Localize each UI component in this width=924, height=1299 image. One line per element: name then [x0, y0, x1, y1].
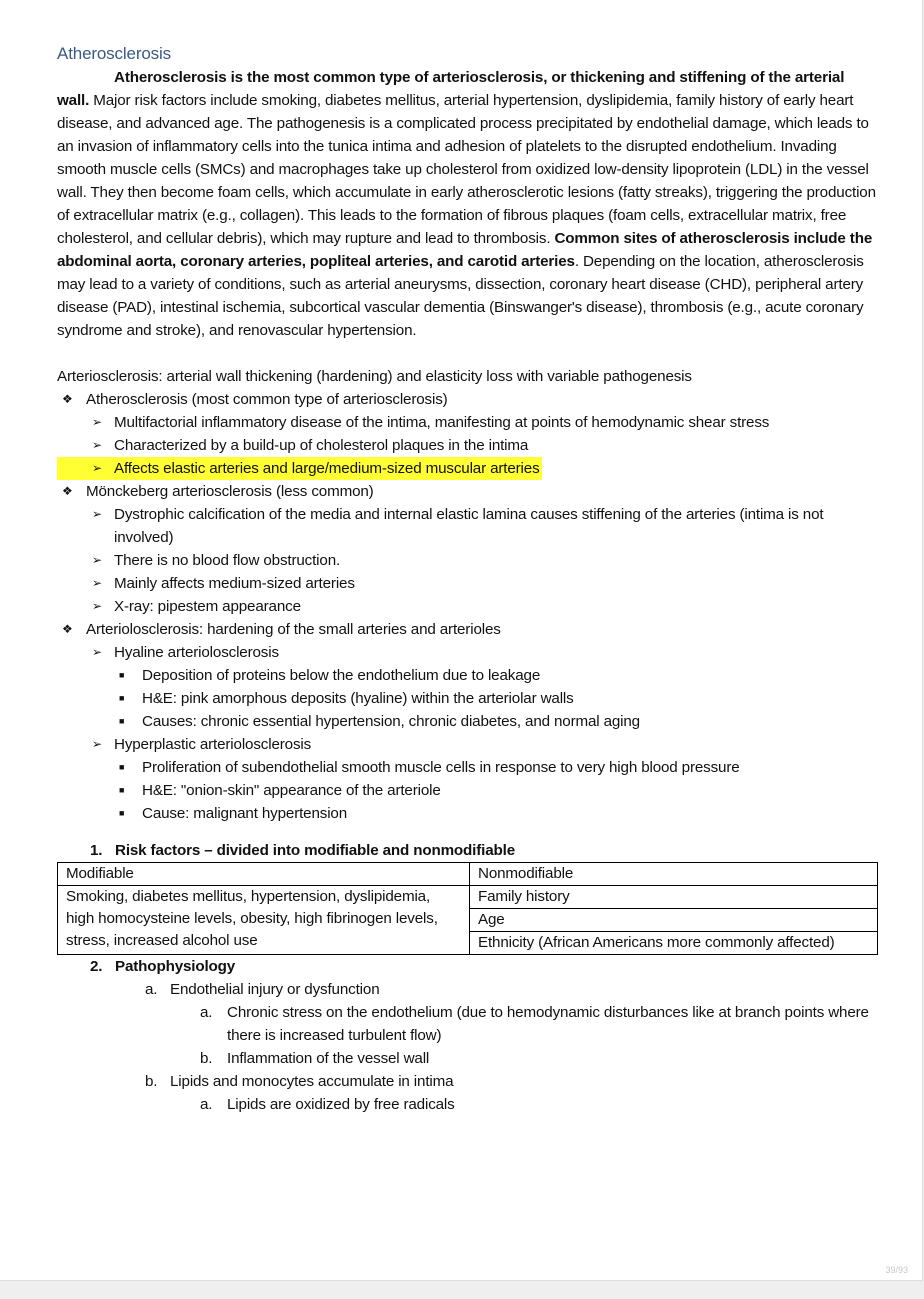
outline-item-text: Multifactorial inflammatory disease of the intima, manifesting at points of hemodynamic shear stress: [114, 414, 770, 431]
square-bullet-icon: ■: [119, 670, 125, 680]
arrow-bullet-icon: ➢: [92, 461, 102, 475]
arrow-bullet-icon: ➢: [92, 576, 102, 590]
item-text: Chronic stress on the endothelium (due to hemodynamic disturbances like at branch points where there is increased turbulent flow): [227, 1004, 869, 1044]
arrow-bullet-icon: ➢: [92, 415, 102, 429]
nonmodifiable-item: Family history: [478, 888, 570, 905]
outline-item-text: Proliferation of subendothelial smooth muscle cells in response to very high blood pressure: [142, 759, 740, 776]
item-text: Endothelial injury or dysfunction: [170, 981, 380, 998]
outline-item-text: Hyaline arteriolosclerosis: [114, 644, 279, 661]
diamond-bullet-icon: ❖: [62, 392, 73, 406]
arrow-bullet-icon: ➢: [92, 438, 102, 452]
table-row: [58, 886, 878, 955]
outline-item: [57, 572, 879, 595]
section-title: Pathophysiology: [115, 958, 236, 975]
item-label: b.: [200, 1050, 213, 1067]
outline-item: [57, 664, 879, 687]
page-content: [57, 42, 879, 1116]
diamond-bullet-icon: ❖: [62, 484, 73, 498]
arrow-bullet-icon: ➢: [92, 599, 102, 613]
item-label: a.: [145, 981, 158, 998]
nonmodifiable-item: Age: [470, 908, 877, 931]
arrow-bullet-icon: ➢: [92, 645, 102, 659]
risk-factors-table: [57, 862, 878, 955]
pathophysiology-item: [57, 1001, 879, 1047]
outline-item-text: Dystrophic calcification of the media and internal elastic lamina causes stiffening of the arteries (intima is not involved): [114, 506, 824, 546]
outline-item-text: Affects elastic arteries and large/medium-sized muscular arteries: [114, 460, 540, 477]
outline-item-text: Cause: malignant hypertension: [142, 805, 348, 822]
table-header-cell: Nonmodifiable: [470, 863, 878, 886]
intro-paragraph: [57, 66, 879, 342]
intro-bold-2: Common sites of atherosclerosis include the abdominal aorta, coronary arteries, popliteal arteries, and carotid arteries: [57, 230, 873, 270]
outline-item-text: X-ray: pipestem appearance: [114, 598, 301, 615]
outline-item-text: Deposition of proteins below the endothelium due to leakage: [142, 667, 541, 684]
arrow-bullet-icon: ➢: [92, 553, 102, 567]
outline-item: [57, 595, 879, 618]
intro-bold-1: Atherosclerosis is the most common type of arteriosclerosis, or thickening and stiffening of the arterial wall.: [57, 69, 845, 109]
item-text: Inflammation of the vessel wall: [227, 1050, 430, 1067]
outline-item: [57, 434, 879, 457]
outline-item-text: Causes: chronic essential hypertension, chronic diabetes, and normal aging: [142, 713, 640, 730]
outline-item: [57, 710, 879, 733]
definition-line: Arteriosclerosis: arterial wall thickening (hardening) and elasticity loss with variable pathogenesis: [57, 368, 692, 385]
page-number: 39/93: [885, 1265, 908, 1275]
square-bullet-icon: ■: [119, 808, 125, 818]
outline-item-text: Characterized by a build-up of cholesterol plaques in the intima: [114, 437, 529, 454]
arrow-bullet-icon: ➢: [92, 507, 102, 521]
outline-item: [57, 480, 879, 503]
outline-item: [57, 641, 879, 664]
table-cell-modifiable: Smoking, diabetes mellitus, hypertension, dyslipidemia, high homocysteine levels, obesity, high fibrinogen levels, stress, increased alcohol use: [58, 886, 470, 955]
pathophysiology-item: [57, 1070, 879, 1093]
square-bullet-icon: ■: [119, 716, 125, 726]
outline-item: [57, 388, 879, 411]
pathophysiology-list: [57, 978, 879, 1116]
table-header-row: [58, 863, 878, 886]
square-bullet-icon: ■: [119, 785, 125, 795]
outline-item: [57, 779, 879, 802]
pathophysiology-item: [57, 1093, 879, 1116]
item-label: a.: [200, 1096, 213, 1113]
pathophysiology-item: [57, 978, 879, 1001]
outline-item: [57, 549, 879, 572]
outline-item-text: Mönckeberg arteriosclerosis (less common): [86, 483, 374, 500]
section-title: Risk factors – divided into modifiable and nonmodifiable: [115, 842, 516, 859]
pathophysiology-item: [57, 1047, 879, 1070]
outline-item-text: There is no blood flow obstruction.: [114, 552, 341, 569]
outline-item: [57, 618, 879, 641]
outline-item: [57, 733, 879, 756]
section-heading: Atherosclerosis: [57, 44, 171, 63]
outline-item: [57, 756, 879, 779]
section-number: 1.: [90, 842, 103, 859]
square-bullet-icon: ■: [119, 762, 125, 772]
square-bullet-icon: ■: [119, 693, 125, 703]
outline-item-text: Mainly affects medium-sized arteries: [114, 575, 355, 592]
section-2-heading: [57, 955, 879, 978]
diamond-bullet-icon: ❖: [62, 622, 73, 636]
nonmodifiable-item: Ethnicity (African Americans more commonly affected): [470, 931, 877, 954]
outline-item: [57, 687, 879, 710]
outline-item: [57, 802, 879, 825]
intro-text-2: . Depending on the location, atherosclerosis may lead to a variety of conditions, such as arterial aneurysms, dissection, coronary heart disease (CHD), peripheral artery disease (PAD), intestinal ischemia, subcortical vascular dementia (Binswanger's disease), thrombosis (e.g., acute coronary syndrome and stroke), and renovascular hypertension.: [57, 253, 864, 339]
outline-item-text: H&E: "onion-skin" appearance of the arteriole: [142, 782, 441, 799]
outline-item-text: Hyperplastic arteriolosclerosis: [114, 736, 312, 753]
outline-item: [57, 503, 879, 549]
arrow-bullet-icon: ➢: [92, 737, 102, 751]
item-text: Lipids and monocytes accumulate in intima: [170, 1073, 454, 1090]
item-text: Lipids are oxidized by free radicals: [227, 1096, 455, 1113]
outline-item-text: H&E: pink amorphous deposits (hyaline) within the arteriolar walls: [142, 690, 574, 707]
outline-item: [57, 411, 879, 434]
item-label: a.: [200, 1004, 213, 1021]
outline-item: [57, 457, 542, 480]
table-header-cell: Modifiable: [58, 863, 470, 886]
table-cell-nonmodifiable: [470, 886, 878, 955]
section-1-heading: [57, 839, 879, 862]
item-label: b.: [145, 1073, 158, 1090]
intro-text-1: Major risk factors include smoking, diabetes mellitus, arterial hypertension, dyslipidemia, family history of early heart disease, and advanced age. The pathogenesis is a complicated process precipitated by endothelial damage, which leads to an invasion of inflammatory cells into the tunica intima and adhesion of platelets to the disrupted endothelium. Invading smooth muscle cells (SMCs) and macrophages take up cholesterol from oxidized low-density lipoprotein (LDL) in the vessel wall. They then become foam cells, which accumulate in early atherosclerotic lesions (fatty streaks), triggering the production of extracellular matrix (e.g., collagen). This leads to the formation of fibrous plaques (foam cells, extracellular matrix, free cholesterol, and cellular debris), which may rupture and lead to thrombosis.: [57, 92, 876, 247]
outline-item-text: Atherosclerosis (most common type of arteriosclerosis): [86, 391, 448, 408]
outline-list: [57, 388, 879, 825]
outline-item-text: Arteriolosclerosis: hardening of the small arteries and arterioles: [86, 621, 501, 638]
section-number: 2.: [90, 958, 103, 975]
